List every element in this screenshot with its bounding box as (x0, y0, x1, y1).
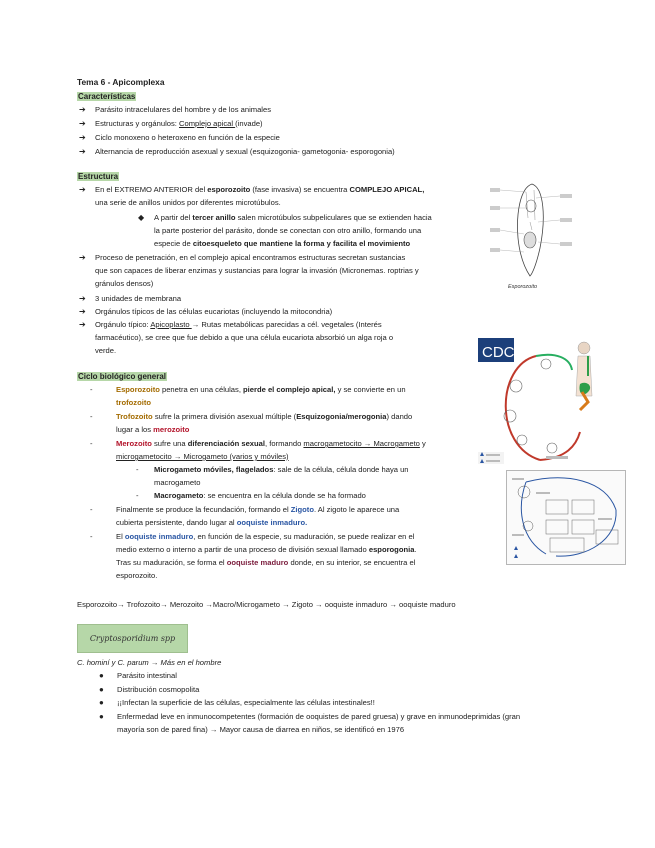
list-item (99, 669, 502, 682)
arrow-bullet-icon: ➔ (79, 185, 86, 194)
dash-bullet-icon: - (136, 491, 139, 500)
item-text: y se convierte en un (335, 385, 406, 394)
item-text: ¡¡Infectan la superficie de las células, especialmente las células intestinales!! (117, 698, 375, 707)
item-text: , formando (265, 439, 304, 448)
item-text: penetra en una células, (159, 385, 244, 394)
list-item (79, 183, 495, 209)
item-text: donde, en su interior, se encuentra el (288, 558, 416, 567)
item-text: citoesqueleto que mantiene la forma y facilita el movimiento (192, 239, 411, 248)
item-text: ooquiste inmaduro (124, 532, 194, 541)
cryptosporidium-heading-box (77, 624, 188, 653)
item-text: Orgánulo típico: (95, 320, 151, 329)
item-text: Parásito intestinal (117, 671, 177, 680)
item-text: Tras su maduración, se forma el (116, 558, 227, 567)
item-text: gránulos densos) (95, 279, 154, 288)
sub-list-item (136, 463, 474, 489)
arrow-bullet-icon: ➔ (79, 133, 86, 142)
item-text: merozoito (153, 425, 190, 434)
item-text: verde. (95, 346, 117, 355)
item-text: trofozoito (116, 398, 152, 407)
list-item (79, 103, 480, 116)
item-text: Estructuras y orgánulos: (95, 119, 179, 128)
item-text: Ciclo monoxeno o heteroxeno en función de la especie (95, 133, 280, 142)
item-text: macrogametocito → Macrogameto (303, 439, 420, 448)
item-text: Orgánulos típicos de las células eucariotas (incluyendo la mitocondria) (95, 307, 333, 316)
list-item (90, 503, 476, 529)
list-item (99, 710, 587, 736)
apicoplasto-link: Apicoplasto (150, 320, 192, 329)
item-text: Esporozoito (116, 385, 160, 394)
item-text: esporozoito (207, 185, 251, 194)
item-text: Microgameto móviles, flagelados (154, 465, 274, 474)
list-item (79, 131, 480, 144)
list-item (99, 696, 502, 709)
item-text: diferenciación sexual (187, 439, 265, 448)
list-item (79, 318, 480, 357)
item-text: farmacéutico), se cree que fue debido a que una célula eucariota absorbió un alga roja o (95, 333, 394, 342)
arrow-bullet-icon: ➔ (79, 147, 86, 156)
cycle-summary: Esporozoito→ Trofozoito→ Merozoito →Macro/Microgameto → Zigoto → ooquiste inmaduro → ooquiste maduro (77, 600, 456, 609)
item-text: Enfermedad leve en inmunocompetentes (formación de ooquistes de pared gruesa) y grave en inmunodeprimidas (gran (117, 712, 521, 721)
item-text: esporozoito. (116, 571, 158, 580)
cryptosporidium-cycle-figure (506, 470, 626, 565)
list-item (90, 383, 476, 409)
item-text: Finalmente se produce la fecundación, formando el (116, 505, 291, 514)
item-text: Trofozoito (116, 412, 153, 421)
section-heading-caracteristicas (77, 90, 136, 103)
item-text: la parte posterior del parásito, donde se conectan con otro anillo, formando una (154, 226, 422, 235)
item-text: : sale de la célula, célula donde haya un (273, 465, 409, 474)
item-text: esporogonia (368, 545, 415, 554)
arrow-bullet-icon: ➔ (79, 307, 86, 316)
item-text: ooquiste inmaduro. (236, 518, 308, 527)
esporozoito-figure (488, 178, 574, 293)
list-item (90, 437, 476, 463)
item-text: : se encuentra en la célula donde se ha formado (203, 491, 366, 500)
item-text: (invade) (235, 119, 263, 128)
item-text: Merozoito (116, 439, 152, 448)
item-text: ooquiste maduro (226, 558, 289, 567)
dash-bullet-icon: - (90, 412, 93, 421)
item-text: tercer anillo (192, 213, 236, 222)
item-text: microgametocito → Microgameto (varios y móviles) (116, 452, 289, 461)
dot-bullet-icon: ● (99, 685, 104, 694)
page-title: Tema 6 - Apicomplexa (77, 77, 165, 87)
arrow-bullet-icon: ➔ (79, 294, 86, 303)
item-text: 3 unidades de membrana (95, 294, 182, 303)
item-text: El (116, 532, 125, 541)
item-text: que son capaces de liberar enzimas y sustancias para lograr la invasión (Micronemas. roptrias y (95, 266, 419, 275)
dash-bullet-icon: - (90, 505, 93, 514)
item-text: lugar a los (116, 425, 154, 434)
item-text: sufre una (151, 439, 188, 448)
dash-bullet-icon: - (136, 465, 139, 474)
list-item (79, 145, 595, 158)
cryptosporidium-heading: Cryptosporidium spp (89, 634, 176, 643)
item-text: salen microtúbulos subpeliculares que se extienden hacia (235, 213, 432, 222)
item-text: una serie de anillos unidos por diferentes microtúbulos. (95, 198, 281, 207)
item-text: cubierta persistente, dando lugar al (116, 518, 237, 527)
list-item (79, 251, 480, 290)
dot-bullet-icon: ● (99, 671, 104, 680)
heading-highlight: Estructura (78, 172, 119, 181)
item-text: , en función de la especie, su maduración, se puede realizar en el (193, 532, 415, 541)
item-text: ) dando (386, 412, 413, 421)
item-text: macrogameto (154, 478, 201, 487)
item-text: (fase invasiva) se encuentra (250, 185, 350, 194)
arrow-bullet-icon: ➔ (79, 105, 86, 114)
item-text: Zigoto (290, 505, 314, 514)
item-text: COMPLEJO APICAL, (349, 185, 425, 194)
item-text: sufre la primera división asexual múltiple ( (152, 412, 297, 421)
dot-bullet-icon: ● (99, 712, 104, 721)
heading-highlight: Características (78, 92, 136, 101)
heading-highlight: Ciclo biológico general (78, 372, 167, 381)
crypto-subtitle: C. hominí y C. parum → Más en el hombre (77, 658, 222, 667)
section-heading-estructura (77, 170, 119, 183)
item-text: Esquizogonia/merogonia (296, 412, 387, 421)
item-text: Parásito intracelulares del hombre y de los animales (95, 105, 272, 114)
item-text: A partir del (154, 213, 193, 222)
cdc-lifecycle-figure (476, 336, 606, 471)
diamond-bullet-icon: ◆ (138, 213, 145, 222)
item-text: → Rutas metabólicas parecidas a cél. vegetales (Interés (191, 320, 382, 329)
list-item (79, 305, 480, 318)
item-text: . (414, 545, 417, 554)
arrow-bullet-icon: ➔ (79, 119, 86, 128)
arrow-bullet-icon: ➔ (79, 253, 86, 262)
list-item (79, 292, 480, 305)
dash-bullet-icon: - (90, 439, 93, 448)
list-item (99, 683, 502, 696)
list-item (90, 530, 476, 582)
item-text: especie de (154, 239, 193, 248)
item-text: Distribución cosmopolita (117, 685, 200, 694)
complejo-apical-link: Complejo apical (179, 119, 236, 128)
dot-bullet-icon: ● (99, 698, 104, 707)
item-text: Macrogameto (154, 491, 204, 500)
list-item (90, 410, 476, 436)
item-text: mayoría son de pared fina) → Mayor causa de diarrea en niños, se identificó en 1976 (117, 725, 405, 734)
section-heading-ciclo (77, 370, 167, 383)
item-text: Proceso de penetración, en el complejo apical encontramos estructuras secretan sustancias (95, 253, 406, 262)
figure-caption: Esporozoito (508, 284, 538, 290)
list-item (79, 117, 480, 130)
dash-bullet-icon: - (90, 385, 93, 394)
item-text: En el EXTREMO ANTERIOR del (95, 185, 208, 194)
item-text: . Al zigoto le aparece una (313, 505, 400, 514)
item-text: pierde el complejo apical, (243, 385, 336, 394)
item-text: medio externo o interno a partir de una proceso de división sexual llamado (116, 545, 369, 554)
item-text: y (419, 439, 426, 448)
item-text: Alternancia de reproducción asexual y sexual (esquizogonia- gametogonia- esporogonia) (95, 147, 395, 156)
sub-list-item (136, 489, 474, 502)
arrow-bullet-icon: ➔ (79, 320, 86, 329)
dash-bullet-icon: - (90, 532, 93, 541)
sub-list-item (138, 211, 484, 250)
cdc-logo-text: CDC (482, 344, 515, 361)
